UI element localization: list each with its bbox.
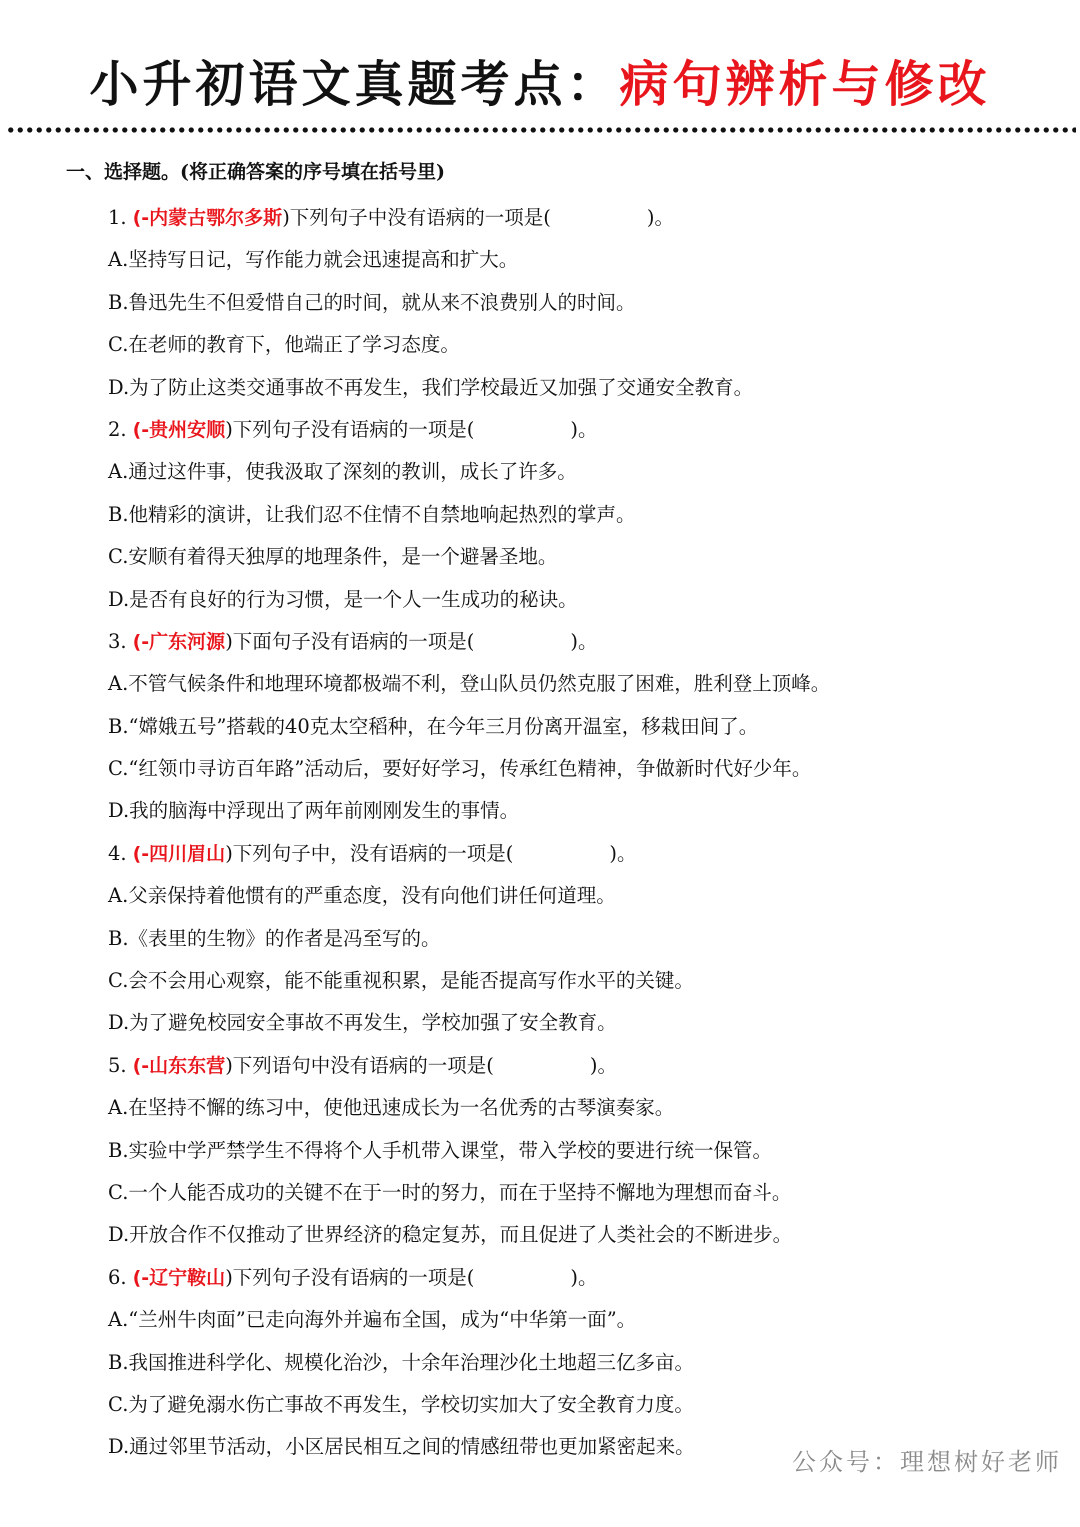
question-5-stem [108,1045,1048,1087]
question-text: )下列句子中，没有语病的一项是( [225,841,514,865]
question-3-stem [108,621,1048,663]
question-text: )下列语句中没有语病的一项是( [225,1053,494,1077]
option-a: A.父亲保持着他惯有的严重态度，没有向他们讲任何道理。 [108,884,616,908]
question-text: )下面句子没有语病的一项是( [225,629,475,653]
title-topic: 病句辨析与修改 [619,55,991,113]
question-list [108,197,1048,1469]
option-a: A.“兰州牛肉面”已走向海外并遍布全国，成为“中华第一面”。 [108,1308,637,1332]
option-d: D.我的脑海中浮现出了两年前刚刚发生的事情。 [108,799,520,823]
question-number: 2. [108,417,127,441]
option-b: B.《表里的生物》的作者是冯至写的。 [108,926,441,950]
option-d: D.通过邻里节活动，小区居民相互之间的情感纽带也更加紧密起来。 [108,1435,695,1459]
option-d: D.为了避免校园安全事故不再发生，学校加强了安全教育。 [108,1011,617,1035]
option-b: B.实验中学严禁学生不得将个人手机带入课堂，带入学校的要进行统一保管。 [108,1138,773,1162]
question-region: (-广东河源 [132,630,226,653]
question-text: )下列句子中没有语病的一项是( [282,206,551,229]
option-d: D.开放合作不仅推动了世界经济的稳定复苏，而且促进了人类社会的不断进步。 [108,1223,793,1247]
question-region: (-山东东营 [132,1054,226,1077]
question-text-end: )。 [570,629,598,653]
question-text-end: )。 [570,1265,598,1289]
question-region: (-辽宁鞍山 [132,1266,226,1289]
watermark: 公众号：理想树好老师 [792,1448,1062,1476]
option-b: B.我国推进科学化、规模化治沙，十余年治理沙化土地超三亿多亩。 [108,1350,695,1374]
question-number: 3. [108,629,127,653]
question-4-stem [108,833,1048,875]
question-number: 6. [108,1265,127,1289]
option-a: A.通过这件事，使我汲取了深刻的教训，成长了许多。 [108,460,577,484]
question-text: )下列句子没有语病的一项是( [225,1265,475,1289]
section-heading: 一、选择题。(将正确答案的序号填在括号里) [66,161,445,183]
question-region: (-内蒙古鄂尔多斯 [132,207,283,229]
option-c: C.一个人能否成功的关键不在于一时的努力，而在于坚持不懈地为理想而奋斗。 [108,1180,792,1204]
option-b: B.“嫦娥五号”搭载的40克太空稻种，在今年三月份离开温室，移栽田间了。 [108,714,759,738]
dotted-divider [6,127,1076,133]
question-number: 5. [108,1053,127,1077]
question-text-end: )。 [589,1053,618,1077]
question-region: (-贵州安顺 [132,418,226,441]
option-c: C.安顺有着得天独厚的地理条件，是一个避暑圣地。 [108,545,558,569]
option-c: C.在老师的教育下，他端正了学习态度。 [108,333,460,357]
option-b: B.他精彩的演讲，让我们忍不住情不自禁地响起热烈的掌声。 [108,502,636,526]
page-title [0,52,1080,116]
option-a: A.不管气候条件和地理环境都极端不利，登山队员仍然克服了困难，胜利登上顶峰。 [108,672,831,696]
question-text-end: )。 [646,206,675,229]
option-a: A.在坚持不懈的练习中，使他迅速成长为一名优秀的古琴演奏家。 [108,1096,675,1120]
question-number: 4. [108,841,127,865]
question-text-end: )。 [609,841,637,865]
question-number: 1. [108,206,127,229]
question-1-stem [108,197,1048,239]
question-text-end: )。 [570,417,598,441]
question-6-stem [108,1257,1048,1299]
option-d: D.为了防止这类交通事故不再发生，我们学校最近又加强了交通安全教育。 [108,375,754,399]
option-c: C.为了避免溺水伤亡事故不再发生，学校切实加大了安全教育力度。 [108,1392,694,1416]
title-main: 小升初语文真题考点： [89,55,620,113]
option-c: C.“红领巾寻访百年路”活动后，要好好学习，传承红色精神，争做新时代好少年。 [108,757,812,781]
question-2-stem [108,409,1048,451]
option-c: C.会不会用心观察，能不能重视积累，是能否提高写作水平的关键。 [108,969,694,993]
option-b: B.鲁迅先生不但爱惜自己的时间，就从来不浪费别人的时间。 [108,290,636,314]
option-a: A.坚持写日记，写作能力就会迅速提高和扩大。 [108,248,519,272]
question-region: (-四川眉山 [132,842,226,865]
question-text: )下列句子没有语病的一项是( [225,417,475,441]
option-d: D.是否有良好的行为习惯，是一个人一生成功的秘诀。 [108,587,578,611]
